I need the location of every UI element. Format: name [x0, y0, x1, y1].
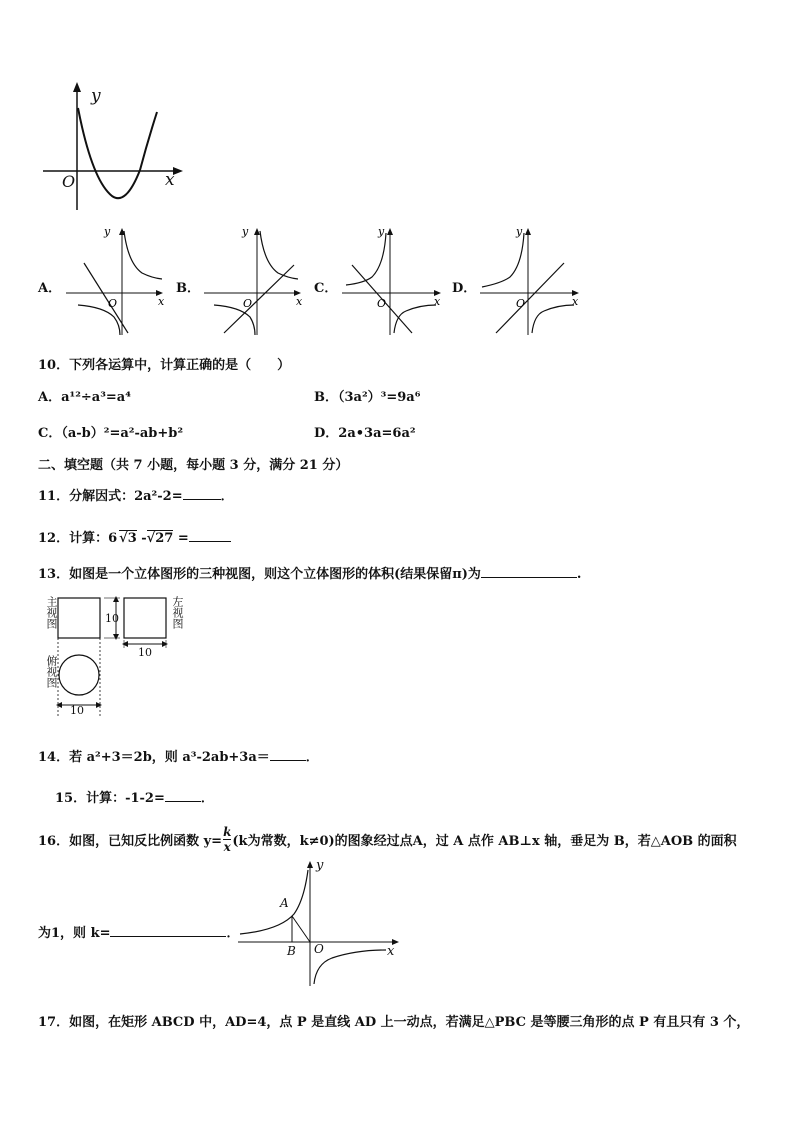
q16-line2-end: ． [226, 926, 240, 941]
svg-text:O: O [243, 297, 253, 310]
q13 [38, 563, 581, 582]
dim-width-left-label: 10 [138, 646, 152, 659]
svg-text:y: y [516, 225, 523, 238]
q16-text-a: 16．如图，已知反比例函数 y= [38, 834, 223, 849]
q12-radicand-1: 3 [127, 531, 137, 546]
q16-label-b: B [287, 944, 296, 958]
option-b-graph [202, 225, 312, 340]
graph-origin-label: O [62, 172, 76, 191]
q16-label-a: A [280, 896, 289, 910]
q14-answer-blank[interactable] [270, 748, 306, 761]
option-a-label: A． [38, 281, 62, 296]
svg-text:x: x [434, 295, 441, 308]
option-c-graph [340, 225, 450, 340]
left-view-label: 左视图 [171, 596, 184, 629]
svg-text:y: y [242, 225, 249, 238]
q15-end: ． [200, 791, 214, 806]
q13-answer-blank[interactable] [481, 565, 577, 578]
q16-label-o: O [314, 942, 324, 956]
dim-width-top-label: 10 [70, 704, 84, 717]
q14-text: 14．若 a²+3＝2b，则 a³-2ab+3a＝ [38, 750, 270, 765]
q13-text: 13．如图是一个立体图形的三种视图，则这个立体图形的体积(结果保留π)为 [38, 567, 481, 582]
graph-x-label: x [165, 170, 175, 190]
option-a-graph [64, 225, 174, 340]
q11 [38, 485, 234, 504]
q16-text-b: (k为常数，k≠0)的图象经过点A，过 A 点作 AB⊥x 轴，垂足为 B，若△AOB 的面积 [232, 834, 737, 849]
q14 [38, 746, 319, 765]
svg-text:x: x [158, 295, 165, 308]
q12-answer-blank[interactable] [189, 529, 231, 542]
dim-height-label: 10 [105, 612, 119, 625]
q15-text: 15．计算：-1-2= [55, 791, 165, 806]
q15 [55, 787, 214, 806]
option-d-graph [478, 225, 588, 340]
front-view-label: 主视图 [45, 596, 58, 629]
q11-text: 11．分解因式：2a²-2= [38, 489, 183, 504]
q12-minus: - [141, 531, 147, 546]
svg-text:O: O [108, 297, 118, 310]
q12-equals: = [177, 531, 189, 546]
svg-text:y: y [104, 225, 111, 238]
q16-line2 [38, 922, 240, 941]
q16-label-x: x [387, 944, 395, 959]
q16-frac-den: x [223, 840, 231, 854]
option-c-label: C． [314, 281, 338, 296]
q11-answer-blank[interactable] [183, 487, 221, 500]
q11-end: ． [220, 489, 234, 504]
q10-option-b: B．（3a²）³=9a⁶ [314, 390, 421, 405]
q14-end: ． [305, 750, 319, 765]
q16-hyperbola-graph [236, 858, 406, 988]
top-view-label: 俯视图 [45, 655, 58, 688]
q16-answer-blank[interactable] [110, 924, 226, 937]
option-b-label: B． [176, 281, 200, 296]
graph-y-label: y [91, 86, 101, 106]
svg-text:y: y [378, 225, 385, 238]
q12-prefix: 12．计算：6 [38, 531, 118, 546]
q13-end: . [576, 567, 582, 582]
q10-option-a: A．a¹²÷a³=a⁴ [38, 390, 131, 405]
q17-text: 17．如图，在矩形 ABCD 中，AD=4，点 P 是直线 AD 上一动点，若满足△PBC 是等腰三角形的点 P 有且只有 3 个， [38, 1015, 750, 1030]
option-d-label: D． [452, 281, 477, 296]
q10-option-d: D．2a•3a=6a² [314, 426, 416, 441]
svg-text:O: O [516, 297, 526, 310]
q16-line1 [38, 827, 737, 856]
section-heading: 二、填空题（共 7 小题，每小题 3 分，满分 21 分） [38, 458, 349, 473]
q10-option-c: C．（a-b）²=a²-ab+b² [38, 426, 184, 441]
q16-frac-num: k [223, 825, 232, 839]
svg-text:x: x [572, 295, 579, 308]
q15-answer-blank[interactable] [165, 789, 201, 802]
svg-text:x: x [296, 295, 303, 308]
q16-line2-text: 为1，则 k= [38, 926, 111, 941]
q12-radicand-2: 27 [155, 531, 174, 546]
q10-stem: 10．下列各运算中，计算正确的是（ ） [38, 358, 291, 373]
q12: 12．计算：6 √3 -√27 = [38, 527, 231, 546]
svg-text:O: O [377, 297, 387, 310]
q16-label-y: y [316, 858, 324, 873]
parabola-graph [40, 80, 185, 220]
